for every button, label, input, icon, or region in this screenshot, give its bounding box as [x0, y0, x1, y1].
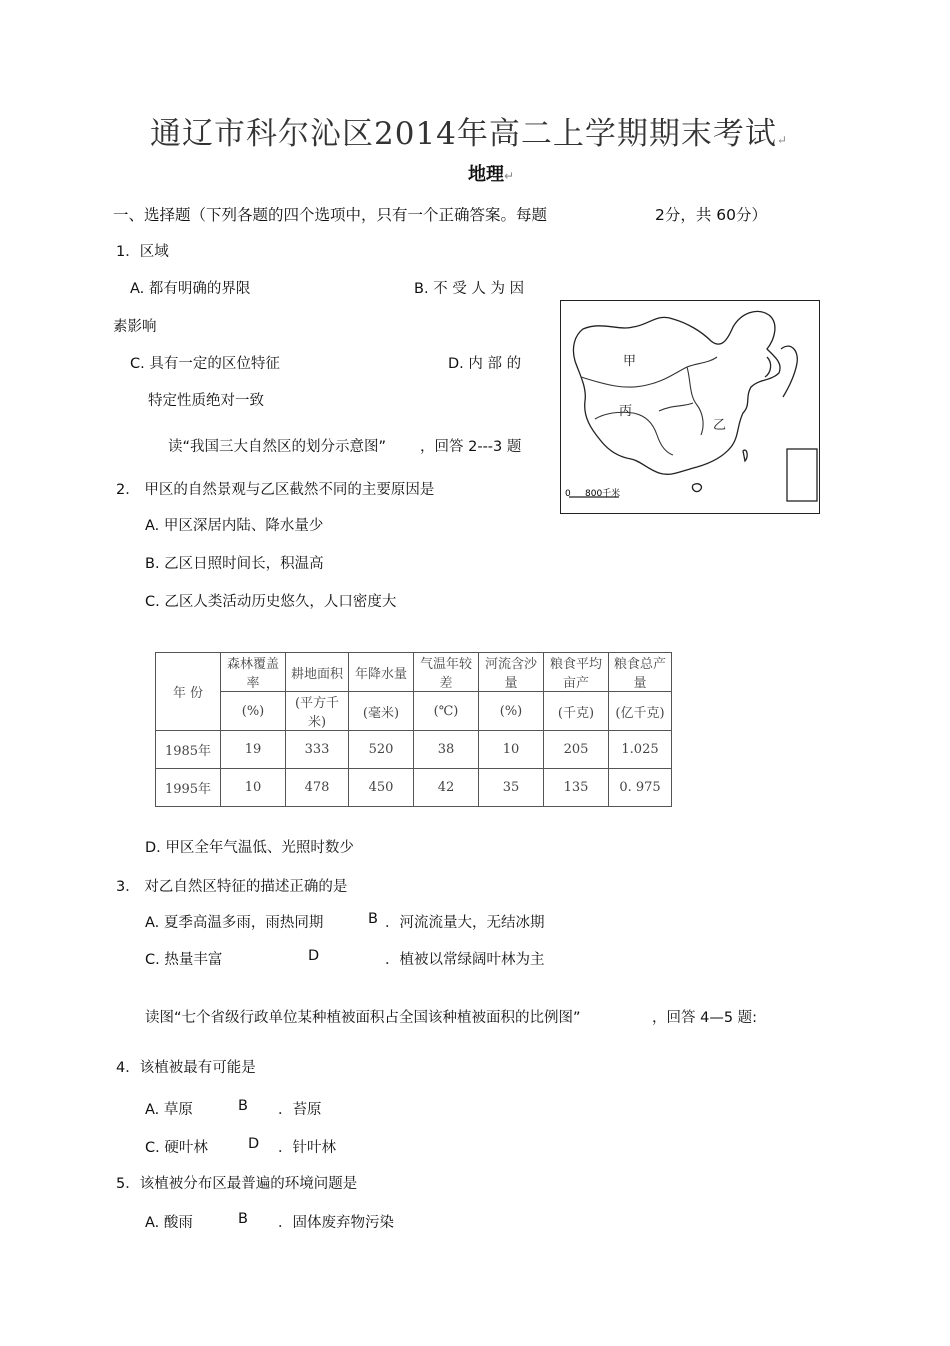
- subject-text: 地理: [468, 164, 504, 185]
- q4-option-d: ．针叶林: [278, 1140, 336, 1156]
- q1-option-b-continued: 素影响: [113, 319, 157, 335]
- q1-option-d: D. 内 部 的: [448, 356, 522, 372]
- table-cell: 1995年: [156, 769, 221, 807]
- boundary-yi: [659, 403, 693, 411]
- table-cell: 520: [349, 731, 414, 769]
- table-header-year: 年 份: [156, 653, 221, 731]
- boundary-bing: [595, 412, 673, 455]
- table-header-row: [156, 653, 672, 692]
- scale-zero: 0: [565, 489, 571, 499]
- q3-option-a: A. 夏季高温多雨，雨热同期: [145, 915, 324, 931]
- q2-option-b: B. 乙区日照时间长，积温高: [145, 556, 324, 572]
- intro-2-3-hint: ，回答 2---3 题: [420, 439, 522, 455]
- scale-label: 800千米: [585, 489, 621, 499]
- table-unit: (千克): [544, 692, 609, 731]
- south-sea-inset: [787, 449, 817, 501]
- q3-option-b: ．河流流量大，无结冰期: [385, 915, 545, 931]
- q3-option-d: ．植被以常绿阔叶林为主: [385, 952, 545, 968]
- table-unit-row: [156, 692, 672, 731]
- q4-option-b: ．苔原: [278, 1102, 322, 1118]
- q4-option-c: C. 硬叶林: [145, 1140, 208, 1156]
- table-cell: 135: [544, 769, 609, 807]
- q4-option-a: A. 草原: [145, 1102, 193, 1118]
- q4-stem: 4．该植被最有可能是: [116, 1060, 256, 1076]
- table-unit: (平方千米): [286, 692, 349, 731]
- table-cell: 42: [414, 769, 479, 807]
- korea-outline: [765, 357, 771, 377]
- q1-option-a: A. 都有明确的界限: [130, 281, 251, 297]
- table-header: 河流含沙量: [479, 653, 544, 692]
- boundary-jia-yi: [687, 367, 703, 435]
- boundary-jia-bing: [581, 357, 717, 387]
- section-heading-score: 2分，共 60分）: [655, 206, 768, 224]
- map-drawing: [561, 301, 819, 513]
- data-table: [155, 652, 672, 807]
- japan-outline: [781, 346, 797, 397]
- q1-option-d-continued: 特定性质绝对一致: [148, 393, 264, 409]
- intro-4-5-hint: ，回答 4—5 题:: [652, 1010, 758, 1026]
- table-unit: (亿千克): [609, 692, 672, 731]
- return-mark: ↵: [504, 169, 515, 183]
- q4-option-d-letter: D: [248, 1136, 260, 1152]
- intro-4-5: 读图“七个省级行政单位某种植被面积占全国该种植被面积的比例图”: [145, 1010, 581, 1026]
- exam-title-text: 通辽市科尔沁区2014年高二上学期期末考试: [150, 116, 777, 152]
- q2-option-a: A. 甲区深居内陆、降水量少: [145, 518, 324, 534]
- table-cell: 0. 975: [609, 769, 672, 807]
- hainan-outline: [692, 484, 701, 492]
- section-heading: [113, 203, 547, 225]
- table-header: 耕地面积: [286, 653, 349, 692]
- q1-stem: 1．区域: [116, 244, 169, 260]
- exam-title: [150, 108, 788, 153]
- q3-stem: 3． 对乙自然区特征的描述正确的是: [116, 879, 348, 895]
- china-natural-regions-map: [560, 300, 820, 514]
- subject-title: [468, 160, 514, 186]
- q5-option-a: A. 酸雨: [145, 1215, 193, 1231]
- scale-bar: [565, 487, 620, 499]
- table-cell: 478: [286, 769, 349, 807]
- table-cell: 333: [286, 731, 349, 769]
- table-unit: (毫米): [349, 692, 414, 731]
- q3-option-c: C. 热量丰富: [145, 952, 223, 968]
- q5-stem: 5．该植被分布区最普遍的环境问题是: [116, 1176, 358, 1192]
- table-cell: 450: [349, 769, 414, 807]
- table-header: 气温年较差: [414, 653, 479, 692]
- table-header: 年降水量: [349, 653, 414, 692]
- table-cell: 1985年: [156, 731, 221, 769]
- table-row: [156, 731, 672, 769]
- q5-option-b: ．固体废弃物污染: [278, 1215, 394, 1231]
- intro-2-3: 读“我国三大自然区的划分示意图”: [168, 439, 387, 455]
- q2-option-d: D. 甲区全年气温低、光照时数少: [145, 840, 354, 856]
- table-cell: 205: [544, 731, 609, 769]
- map-label-yi: 乙: [713, 418, 727, 433]
- table-unit: (%): [479, 692, 544, 731]
- q5-option-b-letter: B: [238, 1211, 248, 1227]
- q1-option-b: B. 不 受 人 为 因: [414, 281, 525, 297]
- table-row: [156, 769, 672, 807]
- q3-option-d-letter: D: [308, 948, 320, 964]
- map-label-bing: 丙: [619, 404, 633, 419]
- table-header: 粮食总产量: [609, 653, 672, 692]
- map-label-jia: 甲: [623, 354, 637, 369]
- q4-option-b-letter: B: [238, 1098, 248, 1114]
- table-cell: 35: [479, 769, 544, 807]
- table-cell: 1.025: [609, 731, 672, 769]
- table-header: 粮食平均亩产: [544, 653, 609, 692]
- table-cell: 10: [479, 731, 544, 769]
- q2-option-c: C. 乙区人类活动历史悠久，人口密度大: [145, 594, 397, 610]
- q2-stem: 2． 甲区的自然景观与乙区截然不同的主要原因是: [116, 482, 435, 498]
- section-heading-label: 一、选择题（下列各题的四个选项中，只有一个正确答案。每题: [113, 206, 548, 224]
- table-cell: 19: [221, 731, 286, 769]
- table-cell: 10: [221, 769, 286, 807]
- table-unit: (℃): [414, 692, 479, 731]
- table-cell: 38: [414, 731, 479, 769]
- taiwan-outline: [743, 450, 747, 461]
- q1-option-c: C. 具有一定的区位特征: [130, 356, 280, 372]
- q3-option-b-letter: B: [368, 911, 378, 927]
- return-mark: ↵: [776, 133, 788, 147]
- table-header: 森林覆盖率: [221, 653, 286, 692]
- table-unit: (%): [221, 692, 286, 731]
- china-boundary: [573, 311, 780, 474]
